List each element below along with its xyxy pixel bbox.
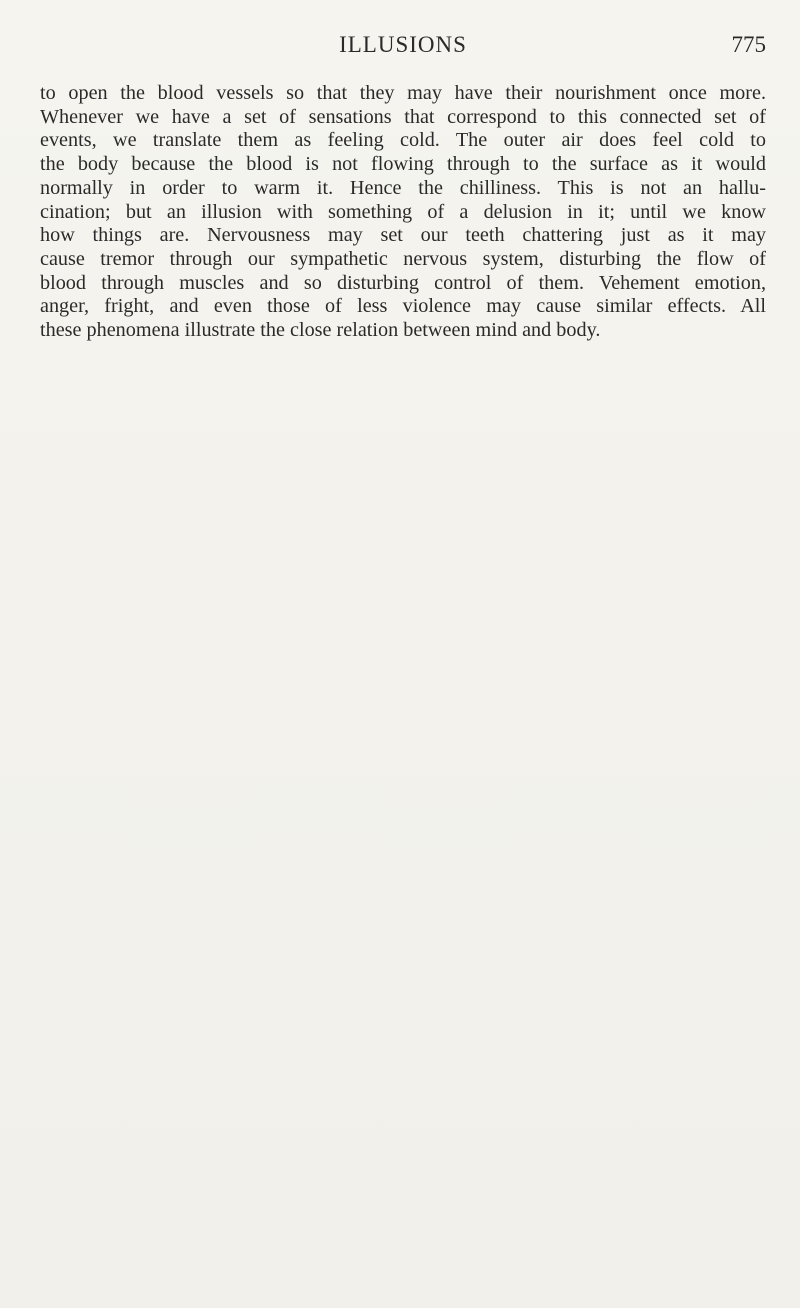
text-line: cination; but an illusion with something of a delusion in it; until we know	[40, 200, 766, 223]
text-line: anger, fright, and even those of less violence may cause similar effects. All	[40, 295, 766, 318]
text-line: cause tremor through our sympathetic nervous system, disturbing the flow of	[40, 247, 766, 270]
text-line: these phenomena illustrate the close relation between mind and body.	[40, 319, 601, 342]
text-line: events, we translate them as feeling cold. The outer air does feel cold to	[40, 129, 766, 152]
body-paragraph	[40, 82, 766, 343]
text-line: to open the blood vessels so that they may have their nourishment once more.	[40, 82, 766, 104]
running-head	[40, 30, 766, 60]
text-line: Whenever we have a set of sensations that correspond to this connected set of	[40, 105, 766, 128]
text-line: how things are. Nervousness may set our teeth chattering just as it may	[40, 224, 766, 247]
text-line: blood through muscles and so disturbing control of them. Vehement emotion,	[40, 271, 766, 294]
page-number: 775	[731, 32, 766, 57]
text-line: normally in order to warm it. Hence the chilliness. This is not an hallu-	[40, 176, 766, 199]
text-line: the body because the blood is not flowing through to the surface as it would	[40, 153, 766, 176]
running-title: ILLUSIONS	[339, 32, 467, 57]
